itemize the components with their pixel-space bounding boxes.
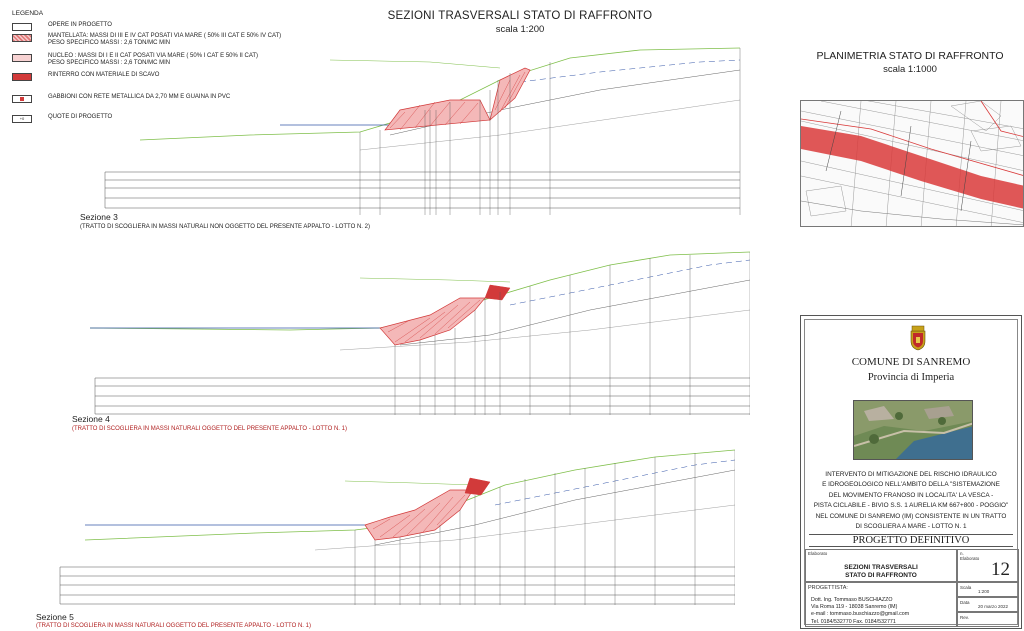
section-4-desc: (TRATTO DI SCOGLIERA IN MASSI NATURALI OGGETTO DEL PRESENTE APPALTO - LOTTO N. 1) bbox=[72, 426, 347, 432]
intervento-line: DI SCOGLIERA A MARE - LOTTO N. 1 bbox=[855, 523, 967, 531]
section-3-desc: (TRATTO DI SCOGLIERA IN MASSI NATURALI NON OGGETTO DEL PRESENTE APPALTO - LOTTO N. 2) bbox=[80, 224, 370, 230]
legend-text: NUCLEO : MASSI DI I E II CAT POSATI VIA MARE ( 50% I CAT E 50% II CAT) bbox=[48, 53, 259, 59]
main-title bbox=[340, 10, 700, 35]
progetto-phase: PROGETTO DEFINITIVO bbox=[809, 534, 1013, 547]
dot-swatch bbox=[12, 95, 32, 103]
elaborato-title-line: STATO DI RAFFRONTO bbox=[845, 572, 917, 579]
intervento-line: DEL MOVIMENTO FRANOSO IN LOCALITA' LA VESCA - bbox=[828, 491, 994, 499]
section-4-drawing bbox=[90, 250, 750, 420]
light-pink-swatch bbox=[12, 54, 32, 62]
legend-title: LEGENDA bbox=[12, 10, 44, 17]
sections-scale: scala 1:200 bbox=[495, 24, 545, 35]
map-drawing bbox=[801, 101, 1024, 227]
scala-cell bbox=[957, 582, 1019, 597]
progettista-info bbox=[811, 597, 909, 626]
legend-text-2: PESO SPECIFICO MASSI : 2,6 TON/MC MIN bbox=[48, 60, 171, 66]
elaborato-number: 12 bbox=[991, 559, 1010, 580]
legend-item-quote bbox=[12, 114, 112, 123]
elaborato-num-label: Elaborato bbox=[960, 556, 980, 561]
intervento-description bbox=[809, 470, 1013, 532]
section-5-label: Sezione 5 bbox=[36, 612, 74, 622]
title-block-inner bbox=[804, 319, 1018, 625]
intervento-line: PISTA CICLABILE - BIVIO S.S. 1 AURELIA KM 667+800 - POGGIO" bbox=[813, 502, 1009, 510]
intervento-line: INTERVENTO DI MITIGAZIONE DEL RISCHIO IDRAULICO bbox=[825, 471, 997, 478]
scala-value: 1:200 bbox=[978, 589, 990, 594]
progettista-cell bbox=[805, 582, 957, 627]
section-5-drawing bbox=[55, 445, 735, 610]
legend-text: RINTERRO CON MATERIALE DI SCAVO bbox=[48, 72, 160, 78]
section-3-drawing bbox=[100, 40, 750, 215]
title-block bbox=[800, 315, 1022, 629]
intervento-line: E IDROGEOLOGICO NELL'AMBITO DELLA "SISTEMAZIONE bbox=[822, 481, 1000, 489]
legend-text: OPERE IN PROGETTO bbox=[48, 22, 112, 28]
comune-name: COMUNE DI SANREMO bbox=[851, 356, 971, 368]
quote-swatch: +0 bbox=[12, 115, 32, 123]
elaborato-num-label-n: n. bbox=[960, 551, 964, 556]
elaborato-label: Elaborato bbox=[808, 551, 828, 556]
progettista-label: PROGETTISTA: bbox=[808, 585, 848, 591]
section-4-label: Sezione 4 bbox=[72, 414, 110, 424]
elaborato-number-cell bbox=[957, 549, 1019, 582]
planimetria-heading: PLANIMETRIA STATO DI RAFFRONTO bbox=[816, 50, 1004, 62]
planimetria-map bbox=[800, 100, 1024, 227]
intervento-line: NEL COMUNE DI SANREMO (IM) CONSISTENTE IN UN TRATTO bbox=[815, 512, 1007, 520]
sections-title: SEZIONI TRASVERSALI STATO DI RAFFRONTO bbox=[387, 10, 653, 22]
planimetria-title bbox=[805, 50, 1015, 75]
elaborato-cell bbox=[805, 549, 957, 582]
data-cell bbox=[957, 597, 1019, 612]
legend bbox=[12, 10, 312, 121]
progettista-line: Tel. 0184/532770 Fax. 0184/532771 bbox=[811, 618, 896, 625]
progettista-line: e-mail : tommaso.buschiazzo@gmail.com bbox=[811, 611, 910, 618]
provincia-name: Provincia di Imperia bbox=[867, 372, 955, 383]
rev-label: Rev. bbox=[960, 615, 969, 620]
progettista-line: Via Roma 119 - 18038 Sanremo (IM) bbox=[811, 604, 898, 611]
section-5-desc: (TRATTO DI SCOGLIERA IN MASSI NATURALI OGGETTO DEL PRESENTE APPALTO - LOTTO N. 1) bbox=[36, 623, 311, 629]
section-3-label: Sezione 3 bbox=[80, 212, 118, 222]
aerial-photo-image bbox=[854, 401, 973, 460]
red-swatch bbox=[12, 73, 32, 81]
progettista-line: Dott. Ing. Tommaso BUSCHIAZZO bbox=[811, 597, 893, 603]
legend-text: MANTELLATA: MASSI DI III E IV CAT POSATI VIA MARE ( 50% III CAT E 50% IV CAT) bbox=[48, 33, 282, 39]
rev-cell bbox=[957, 612, 1019, 627]
data-value: 20 marzo 2022 bbox=[978, 604, 1009, 609]
scala-label: Scala bbox=[960, 585, 972, 590]
pink-hatch-swatch bbox=[12, 34, 32, 42]
planimetria-scale: scala 1:1000 bbox=[883, 64, 937, 75]
elaborato-title bbox=[806, 564, 956, 580]
elaborato-title-line: SEZIONI TRASVERSALI bbox=[844, 564, 918, 571]
legend-text-2: PESO SPECIFICO MASSI : 2,6 TON/MC MIN bbox=[48, 40, 171, 46]
aerial-photo bbox=[853, 400, 973, 460]
coat-of-arms-icon bbox=[908, 325, 928, 351]
legend-text: GABBIONI CON RETE METALLICA DA 2,70 MM E GUAINA IN PVC bbox=[48, 94, 231, 100]
legend-item-opere bbox=[12, 22, 112, 31]
outline-swatch bbox=[12, 23, 32, 31]
legend-text: QUOTE DI PROGETTO bbox=[48, 114, 113, 120]
data-label: Data bbox=[960, 600, 970, 605]
